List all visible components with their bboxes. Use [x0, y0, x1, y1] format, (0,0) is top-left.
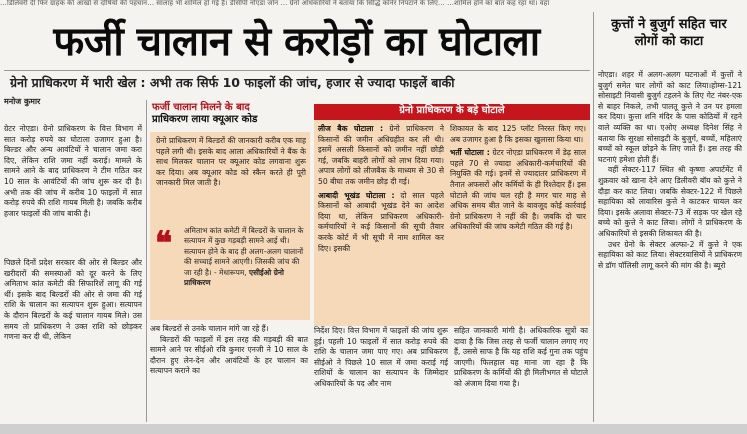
main-story-col1-text: ग्रेटर नोएडा। ग्रेनो प्राधिकरण के वित्त विभाग में सात करोड़ रुपये का घोटाला उजागर हुआ है। बिल्डर और अन्य आवंटियों ने चालान जमा करा दिए, लेकिन राशि जमा नहीं कराई। मामले के सामने आने के बाद प्राधिकरण ने टीम गठित कर 10 साल के आवंटियों की जांच शुरू कर दी है। अभी तक की जांच में करीब 10 फाइलों में सात करोड़ रुपये की राशि गायब मिली है। जबकि करीब हजार फाइलों की जांच बाकी है। [4, 124, 142, 218]
scams-col-left [318, 124, 444, 324]
scam1-text: ग्रेनो प्राधिकरण ने किसानों की जमीन अधिग्रहीत कर ली थी। इसमें असली किसानों को जमीन नहीं छोड़ी गई, जबकि बाहरी लोगों को लाभ दिया गया। अपात्र लोगों को लीजबैक के माध्यम से 30 से 50 बीघा तक जमीन छोड़ दी गई। [318, 124, 444, 186]
main-story-col1b-text: पिछले दिनों प्रदेश सरकार की ओर से बिल्डर और खरीदारों की समस्याओं को दूर करने के लिए अमिताभ कांत कमेटी की सिफारिशें लागू की गई थीं। इसके बाद बिल्डरों की ओर से जमा की गई राशि के चालान का सत्यापन शुरू हुआ। सत्यापन के दौरान बिल्डरों के कई चालान गायब मिले। उस समय तो प्राधिकरण ने उक्त राशि को छोड़कर गणना कर दी थी, लेकिन [4, 258, 142, 342]
vertical-divider-right [593, 12, 594, 422]
main-headline: फर्जी चालान से करोड़ों का घोटाला [53, 19, 540, 65]
subheadline: ग्रेनो प्राधिकरण में भारी खेल : अभी तक सिर्फ 10 फाइलों की जांच, हजार से ज्यादा फाइलें बाकी [10, 75, 455, 90]
sidebar-bullet [156, 136, 306, 220]
main-story-col3-text: निर्देश दिए। वित्त विभाग में फाइलों की जांच शुरू हुई। पहली 10 फाइलों में सात करोड़ रुपये की राशि के चालान जमा पाए गए। अब प्राधिकरण सीईओ ने पिछले 10 साल में जमा कराई गई राशियों के चालान का सत्यापन के जिम्मेदार अधिकारियों के पद और नाम [314, 326, 448, 388]
sidebar-title-line1: फर्जी चालान मिलने के बाद [152, 102, 250, 113]
scam2-text: दो साल पहले किसानों को आबादी भूखंड देने का आदेश दिया था, लेकिन प्राधिकरण अधिकारी-कर्मचारियों ने कई किसानों की सूची तैयार करके कोर्ट में भी सूची में नाम शामिल कर दिए। इसकी [318, 190, 444, 253]
quote-mark-icon: ❝ [155, 224, 173, 262]
sidebar-box-title [152, 102, 312, 126]
sidebar-quote [184, 226, 306, 318]
main-story-col2-text: अब बिल्डरों से उनके चालान मांगे जा रहे हैं। [150, 324, 269, 333]
main-story-column-2 [150, 324, 308, 422]
scam4-head: भर्ती घोटाला : [450, 148, 490, 158]
sidebar-title-line2: प्राधिकरण लाया क्यूआर कोड [152, 114, 258, 125]
right-story-text: नोएडा। शहर में अलग-अलग घटनाओं में कुत्तों ने बुजुर्ग समेत चार लोगों को काट लिया।होम्स-121 सोसाइटी निवासी बुजुर्ग टहलने के लिए गेट नंबर-एक से बाहर निकले, तभी पालतू कुत्ते ने उन पर हमला कर दिया। कुत्ता शनि मंदिर के पास कोठियों में रहने वाले व्यक्ति का था। एओए अध्यक्ष दिनेश सिंह ने बताया कि सुरक्षा सोसाइटी के बुजुर्ग, बच्चों, महिलाएं बच्चों को स्कूल छोड़ने के लिए जाते हैं। इस तरह की घटनाएं हमेशा होती हैं। [598, 70, 742, 164]
scam2-head: आबादी भूखंड घोटाला : [318, 190, 395, 200]
main-story-column-1 [4, 124, 142, 254]
sidebar-bullet-text: ग्रेनो प्राधिकरण में बिल्डरों की जानकारी करीब एक माह पहले लगी थी। इसके बाद आला अधिकारियों ने बैंक के साथ मिलकर चालान पर क्यूआर कोड लगवाना शुरू कर दिया। अब क्यूआर कोड को स्कैन करते ही पूरी जानकारी मिल जाती है। [156, 136, 306, 188]
scams-col-right [450, 124, 586, 324]
main-story-column-4 [454, 326, 588, 422]
sidebar-quote-author: एसीईओ ग्रेनो प्राधिकरण [184, 267, 284, 288]
sidebar-quote-text: अमिताभ कांत कमेटी में बिल्डरों के चालान के सत्यापन में कुछ गड़बड़ी सामने आई थी। सत्यापन होने के बाद ही अलग-अलग चालानों की सच्चाई सामने आएगी। जिसकी जांच की जा रही है। - मेधारूपम, [184, 226, 304, 277]
scam3-text: शिकायत के बाद 125 प्लॉट निरस्त किए गए। अब उजागर हुआ है कि इसका खुलासा किया था। [450, 124, 586, 144]
main-story-col2b-text: बिल्डरों की फाइलों में इस तरह की गड़बड़ी की बात सामने आने पर सीईओ रवि कुमार एनजी ने 10 साल के दौरान हुए लेन-देन और आवंटियों के हर चालान का सत्यापन कराने का [150, 334, 308, 376]
right-story-text-3: उधर ग्रेनो के सेक्टर अल्फा-2 में कुत्ते ने एक सहायिका को काट लिया। सेक्टरवासियों ने प्राधिकरण से डॉग पॉलिसी लागू करने की मांग की है। ब्यूरो [598, 239, 742, 270]
right-story-headline: कुत्तों ने बुजुर्ग सहित चार लोगों को काटा [611, 17, 727, 49]
main-story-column-1b [4, 258, 142, 422]
main-story-col4-text: सहित जानकारी मांगी है। अधिकारिक सूत्रों का दावा है कि जिस तरह से फर्जी चालान लगाए गए हैं, उससे साफ है कि यह राशि कई गुना तक पहुंच जाएगी। फिलहाल यह माना जा रहा है कि प्राधिकरण के कर्मियों की ही मिलीभगत से घोटाले को अंजाम दिया गया है। [454, 326, 588, 388]
top-cut-strip: …डिलिवरी दी फिर ग्राहक की आंखों से दोषियों की पहचान… सालाह भी शामिल हो गई हैं। डीसीपी नोएडा जोन … ग्रेनो अधिकारियों ने बताया कि सिद्धि कॉर्नर निपटाने के लिए… …शामिल होने का बात कह रहा था। वहा [0, 0, 550, 7]
horizontal-divider-headline [4, 70, 590, 71]
scam1-head: लीज बैक घोटाला : [318, 124, 383, 133]
bottom-edge [0, 424, 747, 434]
vertical-divider-col1 [146, 100, 147, 422]
main-story-column-3 [314, 326, 448, 422]
right-story-body [598, 70, 742, 422]
scam4-text: ग्रेटर नोएडा प्राधिकरण में डेढ़ साल पहले 70 से ज्यादा अधिकारी-कर्मचारियों की नियुक्ति की गई। इनमें से ज्यादातर प्राधिकरण में तैनात अफसरों और कर्मियों के ही रिश्तेदार हैं। इस घोटाले की जांच चल रही है मगर चार माह से अधिक समय बीत जाने के बावजूद कोई कार्रवाई ग्रेनो प्राधिकरण ने नहीं की है। जबकि दो चार अधिकारियों की जांच कमेटी गठित की गई है। [450, 148, 586, 232]
right-story-text-2: वहीं सेक्टर-117 स्थित श्री कृष्णा अपार्टमेंट में शुक्रवार को खाना देने आए डिलीवरी बॉय को कुत्ते ने दौड़ा कर काट लिया। जबकि सेक्टर-122 में पिछले सहायिका को लावारिस कुत्ते ने काटकर घायल कर दिया। इसके अलावा सेक्टर-73 में सड़क पर खेल रहे बच्चे को कुत्ते ने काट लिया। लोगों ने प्राधिकरण के अधिकारियों से इसकी शिकायत की है। [598, 165, 742, 238]
byline: मनोज कुमार [4, 97, 41, 106]
scams-band: ग्रेनो प्राधिकरण के बड़े घोटाले [314, 104, 590, 120]
